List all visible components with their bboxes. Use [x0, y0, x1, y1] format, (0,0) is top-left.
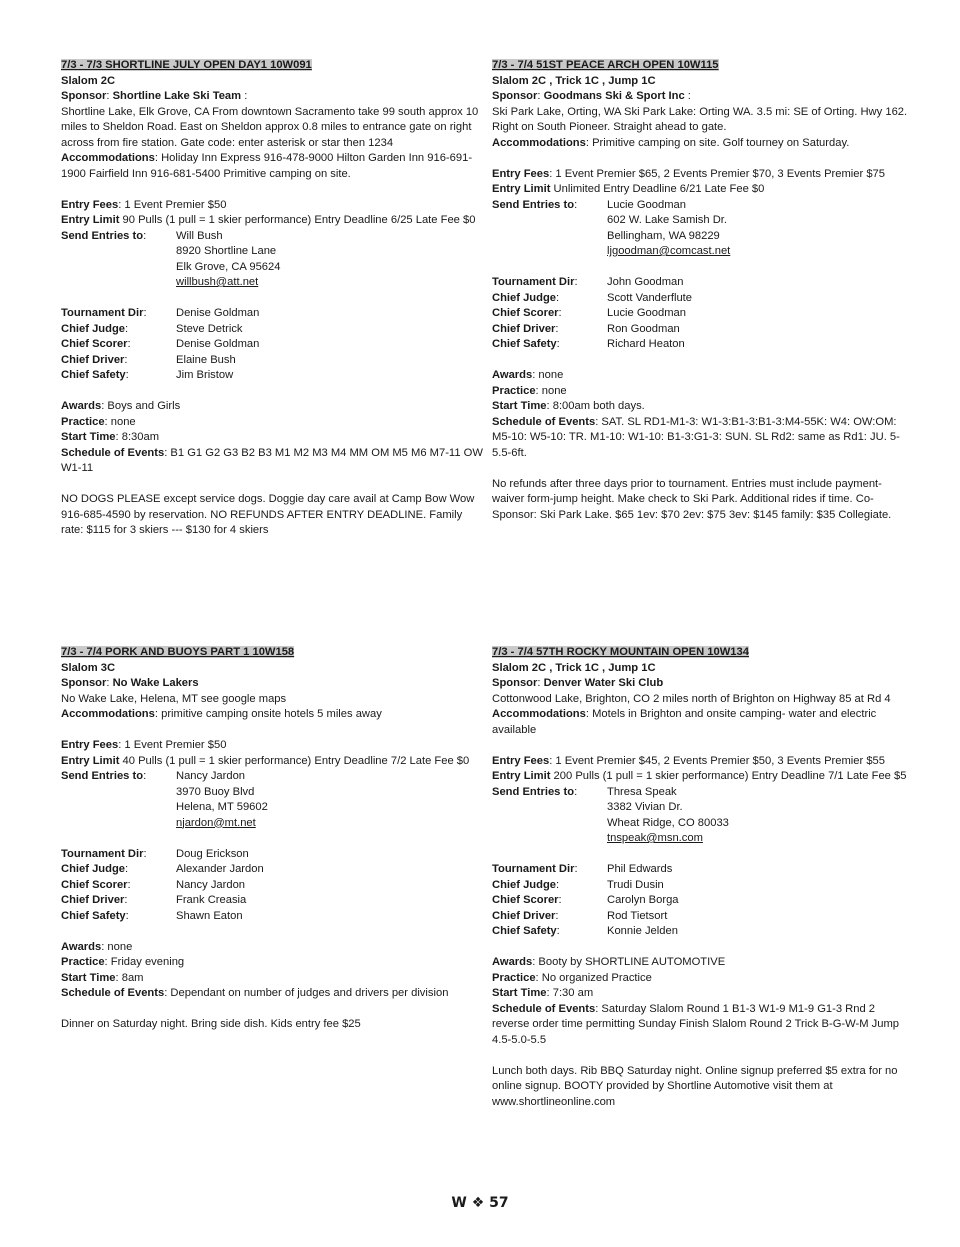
- accommodations-text: : primitive camping onsite hotels 5 miles away: [154, 708, 382, 720]
- event-title-row: [492, 58, 914, 74]
- official-row: [61, 878, 483, 894]
- official-role: Chief Scorer: [492, 307, 559, 319]
- official-name: Doug Erickson: [176, 847, 249, 860]
- practice-line: [61, 415, 483, 431]
- spacer: [61, 291, 483, 307]
- awards-label: Awards: [492, 956, 533, 968]
- spacer: [492, 353, 914, 369]
- event-title: 7/3 - 7/4 PORK AND BUOYS PART 1 10W158: [61, 646, 295, 658]
- official-row: [61, 353, 483, 369]
- address-line: 8920 Shortline Lane: [176, 245, 277, 257]
- practice-line: [492, 971, 914, 987]
- event-listing: [61, 58, 483, 539]
- practice-text: : none: [535, 384, 567, 397]
- address-line: Helena, MT 59602: [176, 801, 268, 813]
- official-name: Denise Goldman: [176, 307, 260, 319]
- send-entries-label: Send Entries to: [492, 198, 575, 211]
- address-line: 602 W. Lake Samish Dr.: [607, 214, 728, 226]
- official-row: [61, 306, 483, 322]
- spacer: [61, 831, 483, 847]
- location-text: Ski Park Lake, Orting, WA Ski Park Lake: Orting WA. 3.5 mi: SE of Orting. Hwy 162. Right on South Pioneer. Straight ahead to gate.: [492, 105, 908, 133]
- entry-fees-label: Entry Fees: [61, 739, 119, 751]
- accommodations-line: [61, 151, 483, 182]
- address-line: Bellingham, WA 98229: [607, 229, 720, 242]
- send-entries-label: Send Entries to: [492, 785, 575, 798]
- entry-limit-text: 90 Pulls (1 pull = 1 skier performance) Entry Deadline 6/25 Late Fee $0: [119, 214, 476, 226]
- event-classes: Slalom 3C: [61, 661, 116, 674]
- start-time-text: : 7:30 am: [546, 987, 594, 999]
- official-role: Chief Driver: [61, 894, 125, 906]
- accommodations-label: Accommodations: [61, 152, 155, 164]
- awards-text: : none: [101, 940, 133, 953]
- spacer: [61, 723, 483, 739]
- official-name: Lucie Goodman: [607, 307, 686, 319]
- address-line: Will Bush: [176, 229, 223, 242]
- official-name: Scott Vanderflute: [607, 291, 692, 304]
- address-line: Thresa Speak: [607, 785, 677, 798]
- schedule-line: [61, 986, 483, 1002]
- official-role-wrap: Chief Driver:: [61, 353, 128, 366]
- official-role: Chief Safety: [61, 369, 126, 381]
- send-entries-label: Send Entries to: [61, 770, 144, 782]
- official-role-wrap: Chief Judge:: [492, 878, 560, 891]
- address-line: 3382 Vivian Dr.: [607, 801, 683, 813]
- send-entries-block: [492, 198, 914, 260]
- official-name: Trudi Dusin: [607, 878, 664, 891]
- event-classes: Slalom 2C: [61, 74, 116, 87]
- spacer: [492, 847, 914, 863]
- official-name: Denise Goldman: [176, 338, 260, 350]
- official-role: Chief Driver: [61, 353, 125, 366]
- official-role: Chief Judge: [61, 322, 126, 335]
- entry-fees-line: [61, 738, 483, 754]
- official-row: [61, 909, 483, 925]
- sponsor-suffix: :: [241, 90, 248, 102]
- official-row: [492, 924, 914, 940]
- sponsor-name: Goodmans Ski & Sport Inc: [543, 90, 685, 102]
- entry-fees-line: [492, 754, 914, 770]
- official-role-wrap: Chief Judge:: [492, 291, 560, 304]
- entry-fees-text: : 1 Event Premier $65, 2 Events Premier $70, 3 Events Premier $75: [549, 167, 886, 180]
- accommodations-text: : Primitive camping on site. Golf tourney on Saturday.: [585, 136, 850, 149]
- official-name: Ron Goodman: [607, 322, 680, 335]
- start-time-label: Start Time: [492, 987, 547, 999]
- awards-text: : none: [532, 369, 564, 381]
- official-name: Carolyn Borga: [607, 894, 679, 906]
- awards-line: [492, 955, 914, 971]
- official-row: [61, 337, 483, 353]
- page-number: W ❖ 57: [451, 1195, 509, 1211]
- official-name: Phil Edwards: [607, 863, 673, 875]
- official-name: Elaine Bush: [176, 353, 236, 366]
- awards-label: Awards: [61, 940, 102, 953]
- sponsor-line: Sponsor: Shortline Lake Ski Team :: [61, 90, 248, 102]
- send-entries-email[interactable]: tnspeak@msn.com: [607, 832, 703, 844]
- official-role-wrap: Chief Scorer:: [492, 894, 562, 906]
- address-line: Elk Grove, CA 95624: [176, 260, 281, 273]
- schedule-text: : SAT. SL RD1-M1-3: W1-3:B1-3:B1-3:M4-55K: W4: OW:OM: M5-10: W5-10: TR. M1-10: W1-10: B1-3:G1-3: SUN. SL Rd2: same as Rd1: JU. 5-5.5-6ft.: [492, 415, 900, 459]
- awards-label: Awards: [61, 400, 102, 412]
- official-role: Tournament Dir: [492, 276, 575, 288]
- official-row: [492, 337, 914, 353]
- official-role-wrap: Chief Safety:: [492, 338, 560, 350]
- entry-limit-line: [492, 182, 914, 198]
- official-name: Steve Detrick: [176, 322, 243, 335]
- entry-fees-line: [61, 198, 483, 214]
- awards-line: [61, 399, 483, 415]
- practice-line: [61, 955, 483, 971]
- schedule-label: Schedule of Events: [61, 987, 165, 999]
- schedule-label: Schedule of Events: [61, 446, 165, 459]
- official-row: [492, 322, 914, 338]
- start-time-line: [61, 971, 483, 987]
- schedule-text: : Dependant on number of judges and drivers per division: [164, 987, 449, 999]
- entry-limit-line: [492, 769, 914, 785]
- sponsor-name: No Wake Lakers: [112, 677, 199, 689]
- send-entries-email[interactable]: ljgoodman@comcast.net: [607, 245, 731, 257]
- official-role: Chief Scorer: [61, 878, 128, 891]
- spacer: [492, 940, 914, 956]
- accommodations-text: : Holiday Inn Express 916-478-9000 Hilton Garden Inn 916-691-1900 Fairfield Inn 916-681-5400 Primitive camping on site.: [61, 152, 473, 180]
- official-row: [492, 862, 914, 878]
- event-title-row: [61, 58, 483, 74]
- official-role: Chief Judge: [61, 863, 126, 875]
- practice-label: Practice: [61, 415, 105, 428]
- awards-text: : Boys and Girls: [101, 400, 181, 412]
- entry-fees-label: Entry Fees: [492, 167, 550, 180]
- sponsor-line: Sponsor: Goodmans Ski & Sport Inc :: [492, 90, 691, 102]
- schedule-text: : Saturday Slalom Round 1 B1-3 W1-9 M1-9 G1-3 Rnd 2 reverse order time permitting Sunday Finish Slalom Round 2 Trick B-G-W-M Jump 4.5-5.0-5.5: [492, 1002, 900, 1046]
- schedule-label: Schedule of Events: [492, 1002, 596, 1015]
- practice-label: Practice: [492, 384, 536, 397]
- official-name: John Goodman: [607, 276, 684, 288]
- event-title: 7/3 - 7/4 57TH ROCKY MOUNTAIN OPEN 10W134: [492, 646, 749, 658]
- official-row: [61, 893, 483, 909]
- official-row: [492, 878, 914, 894]
- official-role: Tournament Dir: [61, 307, 144, 319]
- spacer: [61, 182, 483, 198]
- entry-limit-label: Entry Limit: [61, 754, 120, 767]
- official-role-wrap: Chief Judge:: [61, 322, 129, 335]
- official-row: [492, 306, 914, 322]
- spacer: [492, 738, 914, 754]
- start-time-line: [492, 399, 914, 415]
- entry-limit-label: Entry Limit: [492, 183, 551, 195]
- send-entries-email[interactable]: willbush@att.net: [176, 276, 259, 288]
- sponsor-name: Shortline Lake Ski Team: [112, 90, 242, 102]
- address-line: Nancy Jardon: [176, 770, 246, 782]
- schedule-line: [492, 1002, 914, 1049]
- official-role-wrap: Tournament Dir:: [61, 307, 147, 319]
- location-text: Cottonwood Lake, Brighton, CO 2 miles north of Brighton on Highway 85 at Rd 4: [492, 692, 891, 705]
- spacer: [492, 260, 914, 276]
- event-classes: Slalom 2C , Trick 1C , Jump 1C: [492, 661, 656, 674]
- official-role-wrap: Chief Driver:: [61, 894, 128, 906]
- official-role: Tournament Dir: [61, 847, 144, 860]
- official-name: Konnie Jelden: [607, 925, 678, 937]
- practice-label: Practice: [492, 971, 536, 984]
- official-row: [492, 909, 914, 925]
- official-role-wrap: Tournament Dir:: [492, 863, 578, 875]
- accommodations-label: Accommodations: [492, 708, 586, 720]
- entry-limit-text: 40 Pulls (1 pull = 1 skier performance) Entry Deadline 7/2 Late Fee $0: [119, 754, 470, 767]
- official-role-wrap: Chief Scorer:: [61, 878, 131, 891]
- awards-label: Awards: [492, 369, 533, 381]
- sponsor-label: Sponsor: [61, 90, 107, 102]
- accommodations-line: [492, 136, 914, 152]
- official-role-wrap: Chief Scorer:: [61, 338, 131, 350]
- official-name: Rod Tietsort: [607, 909, 668, 922]
- send-entries-block: [492, 785, 914, 847]
- event-classes: Slalom 2C , Trick 1C , Jump 1C: [492, 74, 656, 87]
- spacer: [61, 384, 483, 400]
- location-text: Shortline Lake, Elk Grove, CA From downtown Sacramento take 99 south approx 10 miles to Sheldon Road. East on Sheldon approx 0.8 miles to entrance gate on right across from fire station. Gate code: enter asterisk or star then 1234: [61, 105, 479, 149]
- practice-text: : Friday evening: [104, 956, 185, 968]
- practice-label: Practice: [61, 956, 105, 968]
- event-notes: No refunds after three days prior to tournament. Entries must include payment-waiver form-jump height. Make check to Ski Park. Additional rides if time. Co-Sponsor: Ski Park Lake. $65 1ev: $70 2ev: $75 3ev: $145 family: $35 Collegiate.: [492, 477, 892, 521]
- entry-fees-text: : 1 Event Premier $50: [118, 739, 227, 751]
- send-entries-label-wrap: Send Entries to:: [61, 770, 147, 782]
- spacer: [61, 924, 483, 940]
- event-title-row: [492, 645, 914, 661]
- send-entries-address: [176, 769, 268, 831]
- start-time-label: Start Time: [61, 971, 116, 984]
- send-entries-label: Send Entries to: [61, 229, 144, 242]
- send-entries-label-wrap: Send Entries to:: [492, 198, 578, 211]
- event-notes: NO DOGS PLEASE except service dogs. Doggie day care avail at Camp Bow Wow 916-685-4590 by reservation. NO REFUNDS AFTER ENTRY DEADLINE. Family rate: $115 for 3 skiers --- $130 for 4 skiers: [61, 493, 475, 536]
- official-role-wrap: Chief Safety:: [61, 909, 129, 922]
- event-title-row: [61, 645, 483, 661]
- start-time-text: : 8:30am: [115, 431, 160, 443]
- start-time-line: [61, 430, 483, 446]
- entry-limit-text: 200 Pulls (1 pull = 1 skier performance) Entry Deadline 7/1 Late Fee $5: [550, 770, 907, 782]
- accommodations-text: : Motels in Brighton and onsite camping- water and electric available: [492, 708, 877, 736]
- entry-limit-label: Entry Limit: [61, 214, 120, 226]
- entry-limit-line: [61, 754, 483, 770]
- accommodations-label: Accommodations: [492, 136, 586, 149]
- official-name: Jim Bristow: [176, 369, 234, 381]
- official-name: Alexander Jardon: [176, 863, 264, 875]
- sponsor-suffix: :: [684, 90, 691, 102]
- official-role: Chief Scorer: [61, 338, 128, 350]
- official-row: [61, 322, 483, 338]
- sponsor-line: Sponsor: Denver Water Ski Club: [492, 677, 664, 689]
- official-name: Frank Creasia: [176, 894, 247, 906]
- spacer: [492, 1048, 914, 1064]
- entry-fees-text: : 1 Event Premier $50: [118, 198, 227, 211]
- entry-limit-line: [61, 213, 483, 229]
- official-role-wrap: Chief Driver:: [492, 909, 559, 922]
- sponsor-label: Sponsor: [61, 677, 107, 689]
- start-time-line: [492, 986, 914, 1002]
- official-role-wrap: Chief Scorer:: [492, 307, 562, 319]
- send-entries-address: [176, 229, 280, 291]
- official-name: Nancy Jardon: [176, 878, 246, 891]
- practice-text: : No organized Practice: [535, 971, 652, 984]
- official-row: [61, 862, 483, 878]
- schedule-line: [61, 446, 483, 477]
- official-role-wrap: Chief Safety:: [492, 925, 560, 937]
- event-title: 7/3 - 7/4 51ST PEACE ARCH OPEN 10W115: [492, 59, 719, 71]
- spacer: [61, 1002, 483, 1018]
- event-notes: Lunch both days. Rib BBQ Saturday night. Online signup preferred $5 extra for no online signup. BOOTY provided by Shortline Automotive visit them at www.shortlineonline.com: [492, 1064, 898, 1108]
- awards-line: [492, 368, 914, 384]
- official-role: Chief Safety: [492, 338, 557, 350]
- address-line: Wheat Ridge, CO 80033: [607, 816, 729, 829]
- send-entries-label-wrap: Send Entries to:: [61, 229, 147, 242]
- official-role: Tournament Dir: [492, 863, 575, 875]
- official-role: Chief Scorer: [492, 894, 559, 906]
- official-role: Chief Safety: [492, 925, 557, 937]
- entry-fees-line: [492, 167, 914, 183]
- event-listing: [61, 645, 483, 1033]
- official-role-wrap: Chief Safety:: [61, 369, 129, 381]
- official-role: Chief Driver: [492, 322, 556, 335]
- accommodations-line: [492, 707, 914, 738]
- official-role-wrap: Tournament Dir:: [61, 847, 147, 860]
- sponsor-label: Sponsor: [492, 677, 538, 689]
- practice-line: [492, 384, 914, 400]
- entry-limit-label: Entry Limit: [492, 770, 551, 782]
- official-row: [61, 368, 483, 384]
- location-text: No Wake Lake, Helena, MT see google maps: [61, 692, 287, 705]
- official-role: Chief Judge: [492, 291, 557, 304]
- send-entries-block: [61, 229, 483, 291]
- official-role: Chief Judge: [492, 878, 557, 891]
- entry-fees-label: Entry Fees: [492, 754, 550, 767]
- start-time-text: : 8am: [115, 971, 144, 984]
- official-name: Shawn Eaton: [176, 909, 243, 922]
- accommodations-line: [61, 707, 483, 723]
- start-time-text: : 8:00am both days.: [546, 400, 645, 412]
- event-listing: [492, 645, 914, 1110]
- entry-limit-text: Unlimited Entry Deadline 6/21 Late Fee $0: [550, 183, 765, 195]
- official-row: [492, 893, 914, 909]
- official-role-wrap: Tournament Dir:: [492, 276, 578, 288]
- event-title: 7/3 - 7/3 SHORTLINE JULY OPEN DAY1 10W091: [61, 59, 312, 71]
- schedule-text: : B1 G1 G2 G3 B2 B3 M1 M2 M3 M4 MM OM M5 M6 M7-11 OW W1-11: [61, 446, 483, 474]
- spacer: [492, 151, 914, 167]
- address-line: Lucie Goodman: [607, 198, 686, 211]
- awards-line: [61, 940, 483, 956]
- official-role: Chief Safety: [61, 909, 126, 922]
- event-notes: Dinner on Saturday night. Bring side dish. Kids entry fee $25: [61, 1018, 361, 1030]
- start-time-label: Start Time: [61, 431, 116, 443]
- official-row: [492, 275, 914, 291]
- official-role-wrap: Chief Driver:: [492, 322, 559, 335]
- start-time-label: Start Time: [492, 400, 547, 412]
- entry-fees-label: Entry Fees: [61, 198, 119, 211]
- official-role-wrap: Chief Judge:: [61, 863, 129, 875]
- send-entries-email[interactable]: njardon@mt.net: [176, 816, 256, 829]
- official-row: [492, 291, 914, 307]
- entry-fees-text: : 1 Event Premier $45, 2 Events Premier $50, 3 Events Premier $55: [549, 754, 886, 767]
- event-listing: [492, 58, 914, 523]
- send-entries-block: [61, 769, 483, 831]
- sponsor-label: Sponsor: [492, 90, 538, 102]
- send-entries-address: [607, 785, 729, 847]
- schedule-label: Schedule of Events: [492, 415, 596, 428]
- spacer: [61, 477, 483, 493]
- accommodations-label: Accommodations: [61, 708, 155, 720]
- spacer: [492, 461, 914, 477]
- send-entries-label-wrap: Send Entries to:: [492, 785, 578, 798]
- sponsor-line: Sponsor: No Wake Lakers: [61, 677, 199, 689]
- schedule-line: [492, 415, 914, 462]
- official-name: Richard Heaton: [607, 338, 685, 350]
- official-row: [61, 847, 483, 863]
- send-entries-address: [607, 198, 730, 260]
- practice-text: : none: [104, 415, 136, 428]
- awards-text: : Booty by SHORTLINE AUTOMOTIVE: [532, 956, 726, 968]
- address-line: 3970 Buoy Blvd: [176, 785, 255, 798]
- official-role: Chief Driver: [492, 909, 556, 922]
- sponsor-name: Denver Water Ski Club: [543, 677, 664, 689]
